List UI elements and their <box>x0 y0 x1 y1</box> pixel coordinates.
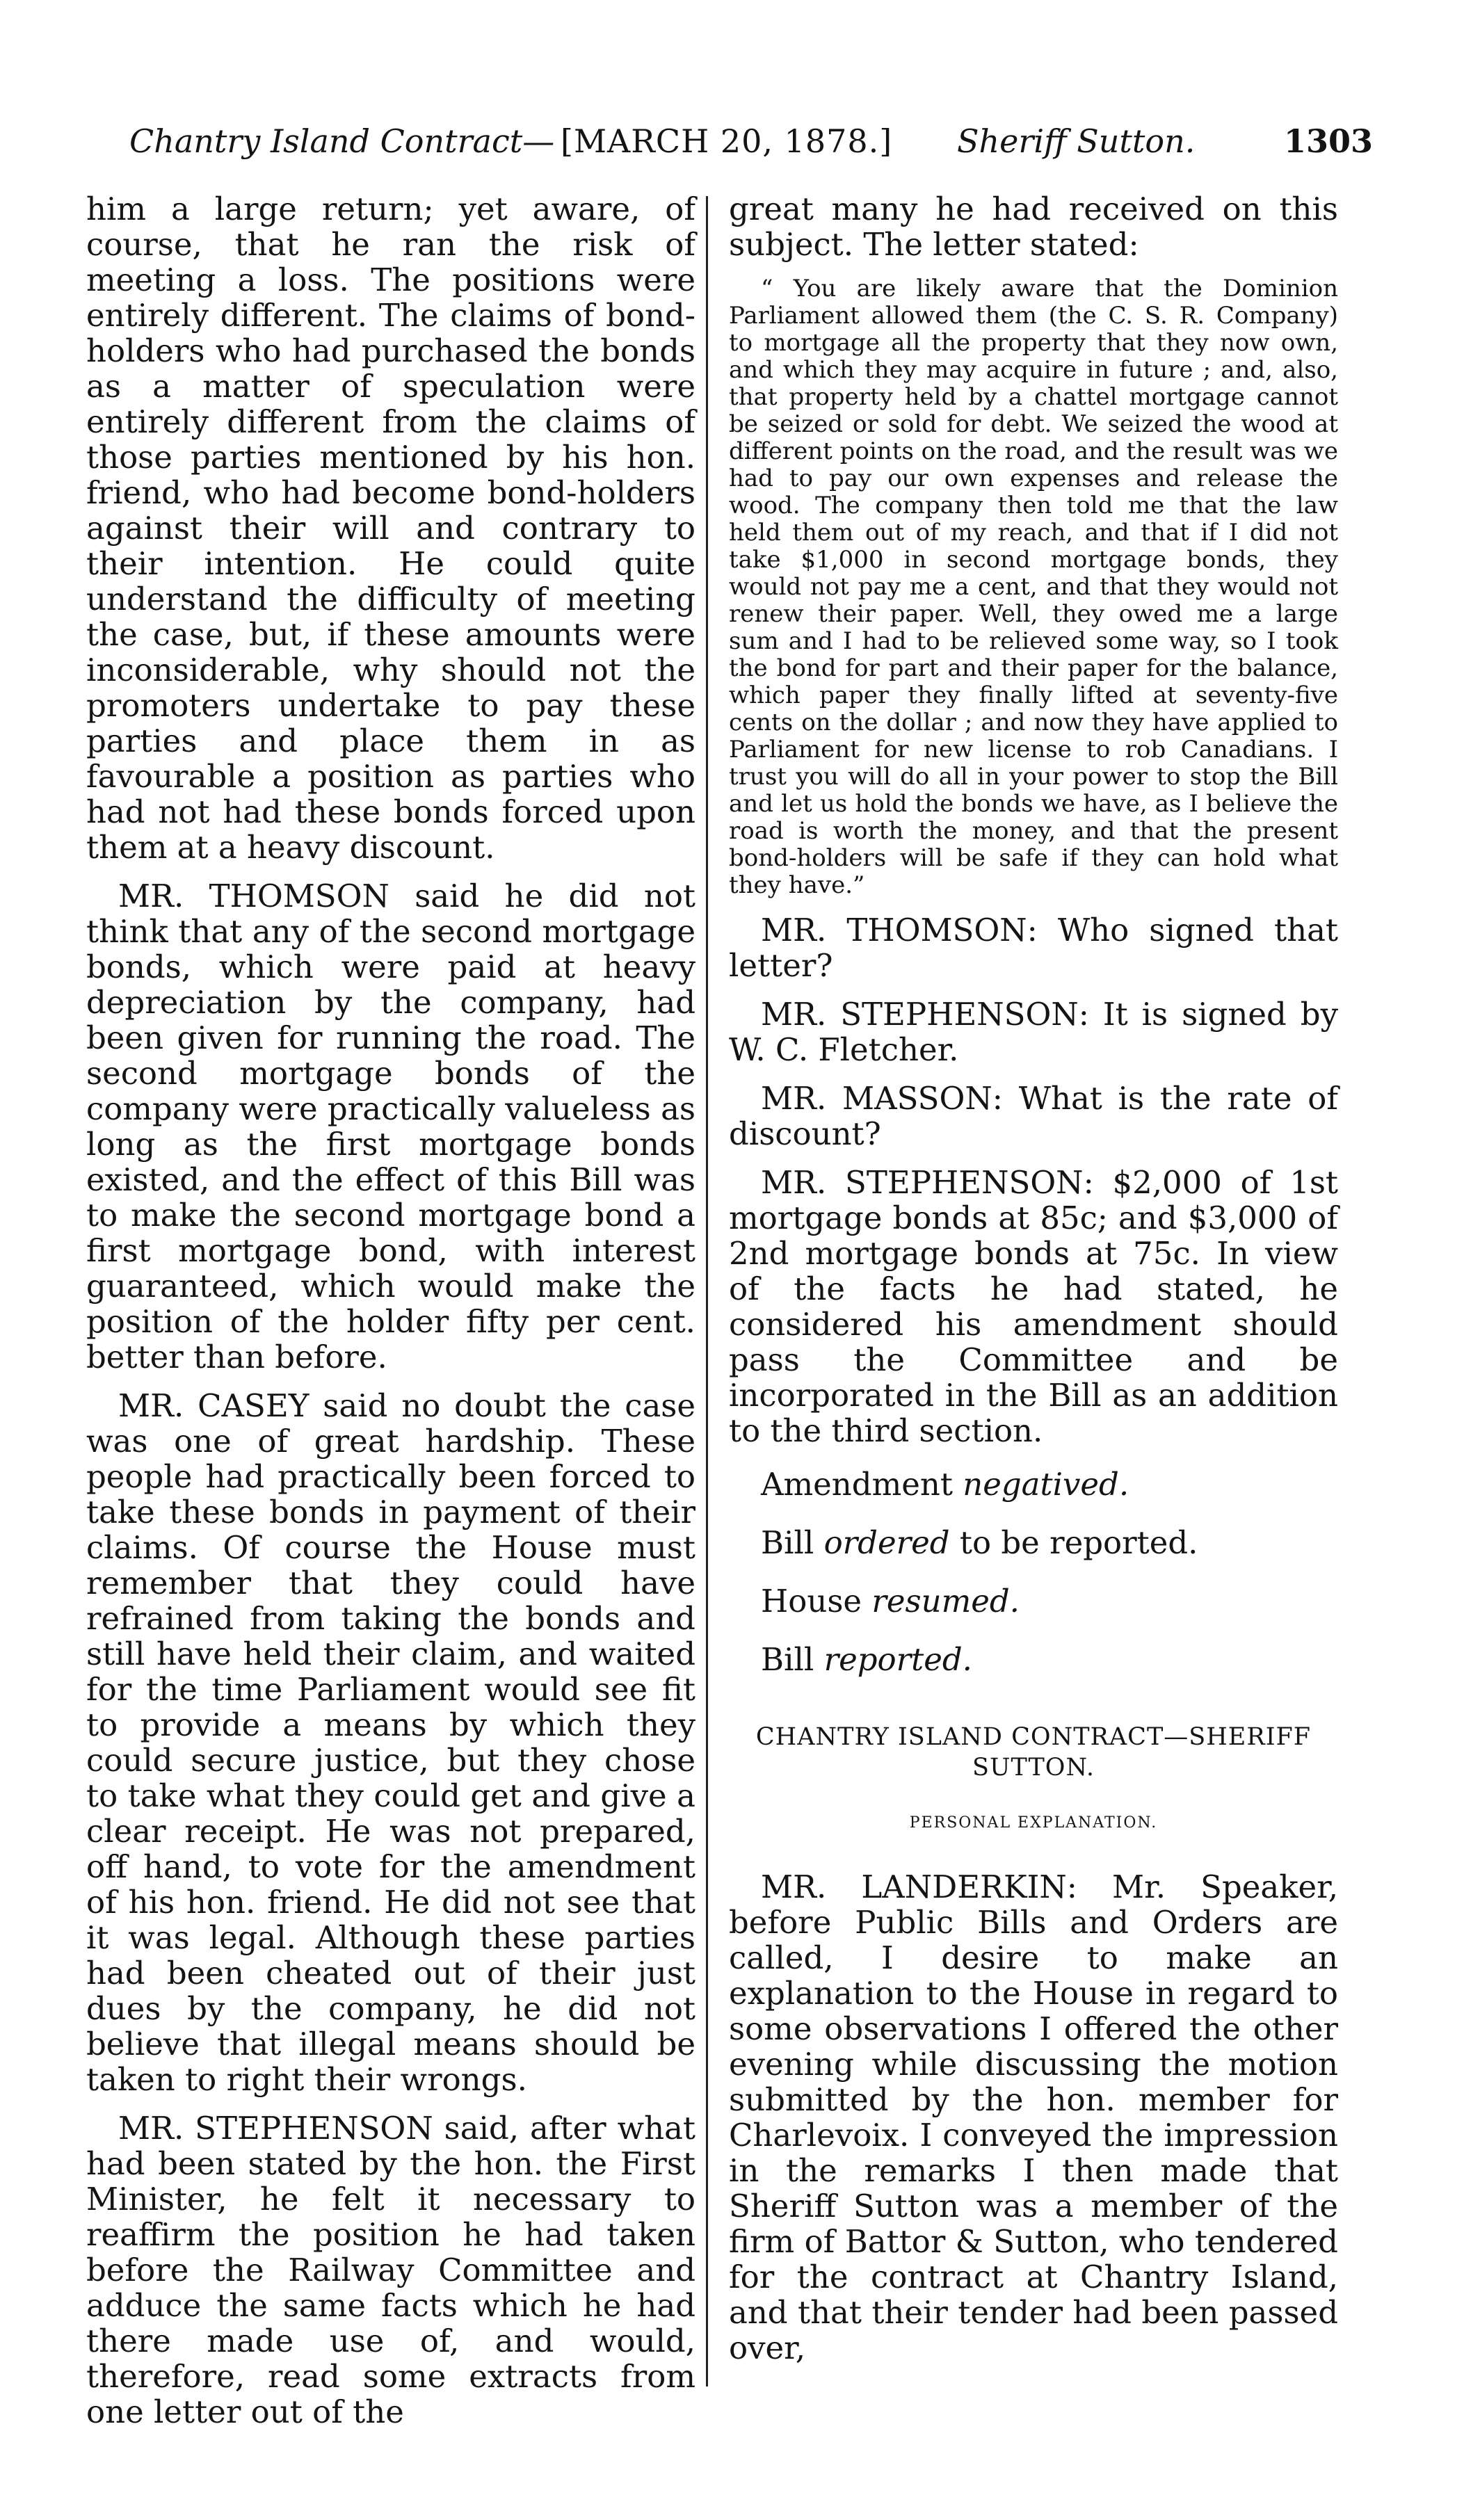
speaker-name: MR. STEPHENSON <box>118 2110 433 2147</box>
proceeding-line <box>729 1637 1338 1683</box>
header-right-title: Sheriff Sutton. <box>957 122 1196 160</box>
speech-text: : Who signed that letter? <box>729 912 1339 984</box>
paragraph <box>86 878 695 1375</box>
speaker-name: MR. THOMSON <box>118 878 389 914</box>
paragraph <box>729 1869 1338 2366</box>
paragraph: great many he had received on this subject. The letter stated: <box>729 191 1338 263</box>
proceeding-text: Amendment <box>761 1466 963 1503</box>
header-left-title: Chantry Island Contract— <box>129 122 555 160</box>
paragraph <box>729 1165 1338 1448</box>
proceeding-text: Bill <box>761 1524 824 1561</box>
proceeding-verb: ordered <box>823 1524 950 1561</box>
speaker-name: MR. STEPHENSON <box>761 1164 1084 1201</box>
proceeding-verb: resumed. <box>871 1583 1020 1620</box>
paragraph <box>86 2110 695 2430</box>
speech-text: said, after what had been stated by the hon. the First Minister, he felt it necessary to reaffirm the position he had taken before the Railway Committee and adduce the same facts which he had there made use of, and would, therefore, read some extracts from one letter out of the <box>86 2110 695 2430</box>
speech-text: : $2,000 of 1st mortgage bonds at 85c; and $3,000 of 2nd mortgage bonds at 75c. In view of the facts he had stated, he considered his amendment should pass the Committee and be incorporated in the Bill as an addition to the third section. <box>729 1164 1338 1449</box>
proceeding-text: House <box>761 1583 872 1620</box>
proceeding-line <box>729 1520 1338 1566</box>
header-date: [MARCH 20, 1878.] <box>561 122 893 160</box>
section-title: CHANTRY ISLAND CONTRACT—SHERIFF SUTTON. <box>755 1723 1312 1782</box>
speaker-name: MR. CASEY <box>118 1387 309 1424</box>
paragraph: him a large return; yet aware, of course, that he ran the risk of meeting a loss. The positions were entirely different. The claims of bond-holders who had purchased the bonds as a matter of speculation were entirely different from the claims of those parties mentioned by his hon. friend, who had become bond-holders against their will and contrary to their intention. He could quite understand the difficulty of meeting the case, but, if these amounts were inconsiderable, why should not the promoters undertake to pay these parties and place them in as favourable a position as parties who had not had these bonds forced upon them at a heavy discount. <box>86 191 695 866</box>
speaker-name: MR. LANDERKIN <box>761 1868 1067 1905</box>
proceeding-verb: reported. <box>823 1641 972 1678</box>
speaker-name: MR. STEPHENSON <box>761 996 1079 1033</box>
speech-text: : Mr. Speaker, before Public Bills and Orders are called, I desire to make an explanation to the House in regard to some observations I offered the other evening while discussing the motion submitted by the hon. member for Charlevoix. I conveyed the impression in the remarks I then made that Sheriff Sutton was a member of the firm of Battor & Sutton, who tendered for the contract at Chantry Island, and that their tender had been passed over, <box>729 1868 1338 2366</box>
page-number: 1303 <box>1284 122 1374 160</box>
speech-text: said he did not think that any of the second mortgage bonds, which were paid at heavy depreciation by the company, had been given for running the road. The second mortgage bonds of the company were practically valueless as long as the first mortgage bonds existed, and the effect of this Bill was to make the second mortgage bond a first mortgage bond, with interest guaranteed, which would make the position of the holder fifty per cent. better than before. <box>86 878 695 1375</box>
speech-text: : It is signed by W. C. Fletcher. <box>729 996 1338 1068</box>
proceeding-text: to be reported. <box>949 1524 1198 1561</box>
paragraph <box>729 996 1338 1067</box>
right-column <box>729 191 1338 2379</box>
proceeding-line <box>729 1578 1338 1624</box>
speaker-name: MR. MASSON <box>761 1080 992 1117</box>
section-subheading: PERSONAL EXPLANATION. <box>909 1814 1158 1832</box>
speech-text: : What is the rate of discount? <box>729 1080 1338 1152</box>
proceeding-line <box>729 1462 1338 1508</box>
paragraph <box>729 1081 1338 1152</box>
proceeding-verb: negatived. <box>963 1466 1129 1503</box>
speech-text: said no doubt the case was one of great hardship. These people had practically been forced to take these bonds in payment of their claims. Of course the House must remember that they could have refrained from taking the bonds and still have held their claim, and waited for the time Parliament would see fit to provide a means by which they could secure justice, but they chose to take what they could get and give a clear receipt. He was not prepared, off hand, to vote for the amendment of his hon. friend. He did not see that it was legal. Although these parties had been cheated out of their just dues by the company, he did not believe that illegal means should be taken to right their wrongs. <box>86 1387 696 2098</box>
proceeding-text: Bill <box>761 1641 824 1678</box>
paragraph <box>86 1388 695 2097</box>
speaker-name: MR. THOMSON <box>761 912 1027 948</box>
column-divider <box>706 196 708 2386</box>
running-header <box>129 104 1374 174</box>
quoted-letter: “ You are likely aware that the Dominion Parliament allowed them (the C. S. R. Company) to mortgage all the property that they now own, and which they may acquire in future ; and, also, that property held by a chattel mortgage cannot be seized or sold for debt. We seized the wood at different points on the road, and the result was we had to pay our own expenses and release the wood. The company then told me that the law held them out of my reach, and that if I did not take $1,000 in second mortgage bonds, they would not pay me a cent, and that they would not renew their paper. Well, they owed me a large sum and I had to be relieved some way, so I took the bond for part and their paper for the balance, which paper they finally lifted at seventy-five cents on the dollar ; and now they have applied to Parliament for new license to rob Canadians. I trust you will do all in your power to stop the Bill and let us hold the bonds we have, as I believe the road is worth the money, and that the present bond-holders will be safe if they can hold what they have.” <box>729 275 1338 899</box>
left-column <box>86 191 695 2443</box>
paragraph <box>729 912 1338 983</box>
